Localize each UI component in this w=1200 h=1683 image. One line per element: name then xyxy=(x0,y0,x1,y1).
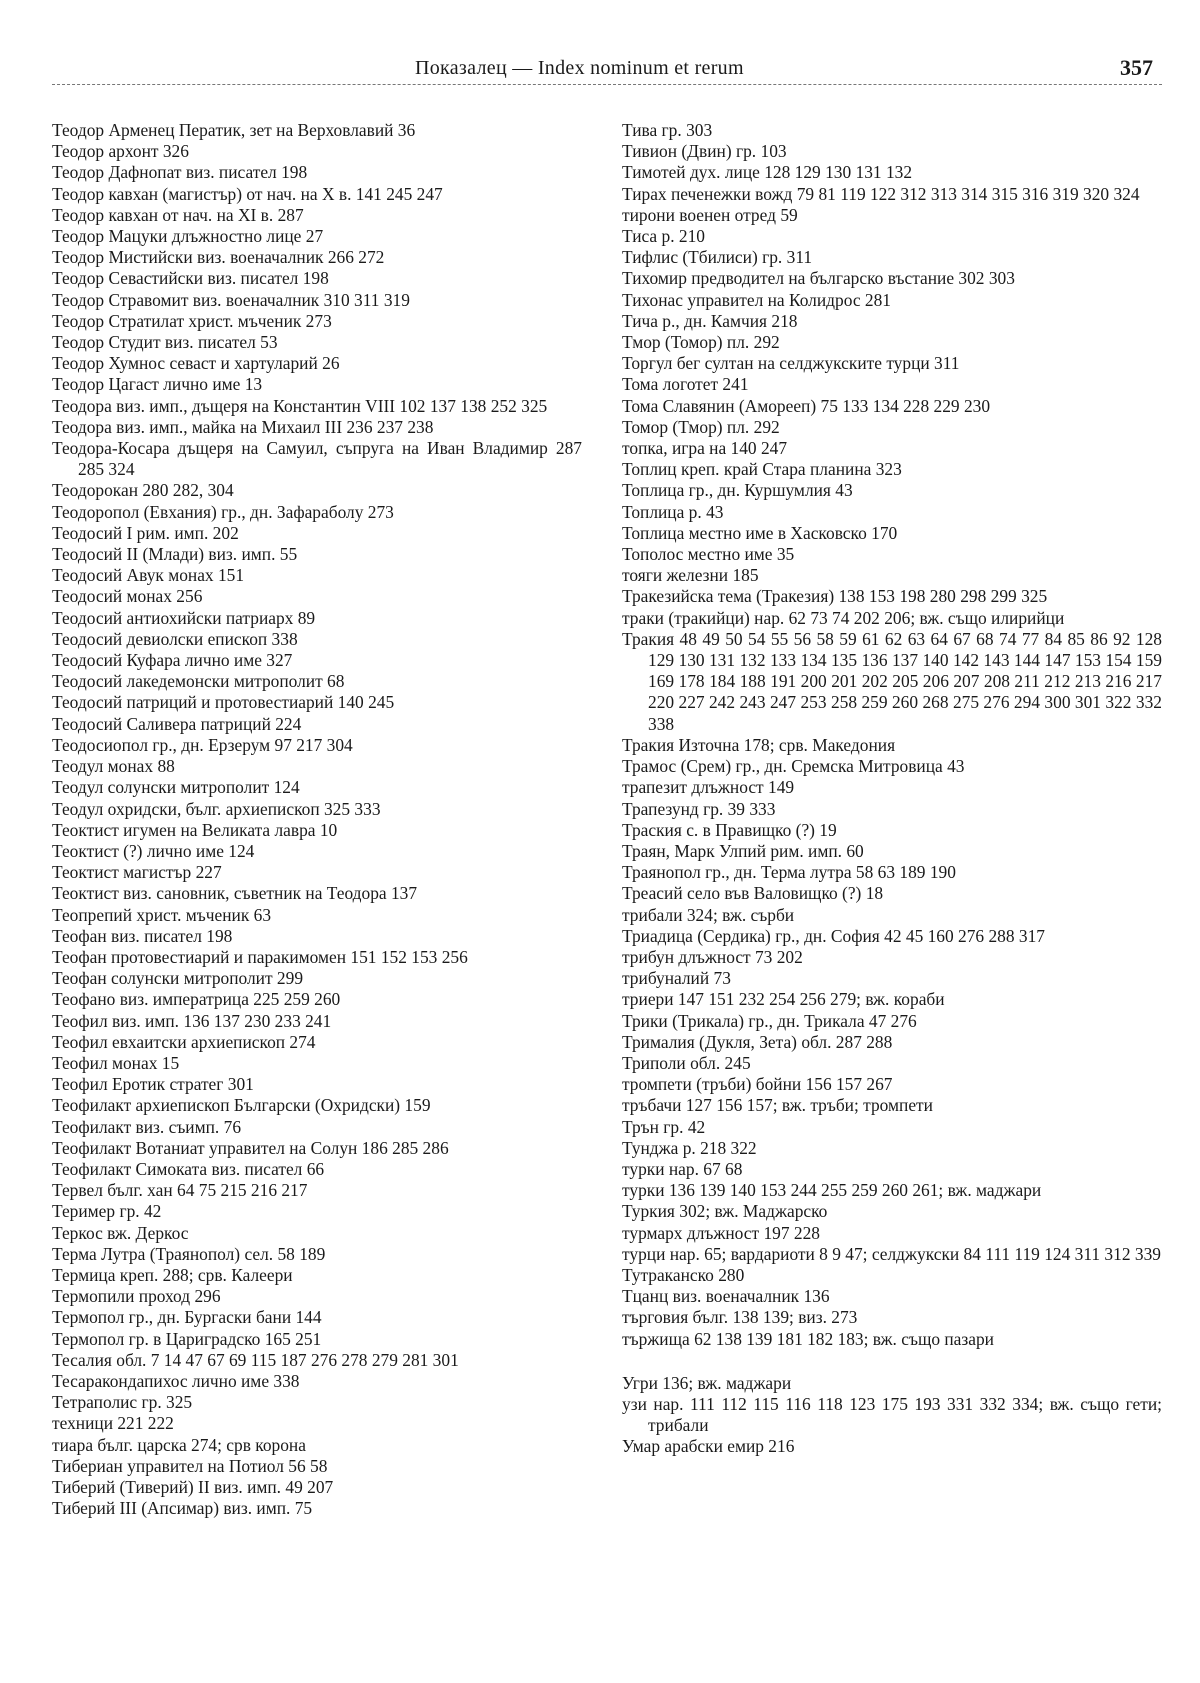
index-entry: Тива гр. 303 xyxy=(622,120,713,140)
index-entry: Триполи обл. 245 xyxy=(622,1052,751,1073)
index-entry: Теофил евхаитски архиепископ 274 xyxy=(52,1031,316,1052)
index-entry: Туркия 302; вж. Маджарско xyxy=(622,1201,828,1222)
index-entry: Тибериан управител на Потиол 56 58 xyxy=(52,1455,328,1476)
index-entry: Теодор Мацуки длъжностно лице 27 xyxy=(52,226,324,247)
index-entry: Умар арабски емир 216 xyxy=(622,1436,795,1457)
index-entry: Теодосий антиохийски патриарх 89 xyxy=(52,607,316,628)
index-entry: Теодоропол (Евхания) гр., дн. Зафараболу 273 xyxy=(52,501,394,522)
index-entry: Теоктист виз. сановник, съветник на Теодора 137 xyxy=(52,883,418,904)
index-entry: Термопол гр., дн. Бургаски бани 144 xyxy=(52,1307,322,1328)
index-entry: Угри 136; вж. маджари xyxy=(622,1372,792,1393)
index-entry: Термица креп. 288; срв. Калеери xyxy=(52,1264,293,1285)
index-entry: Теодосий монах 256 xyxy=(52,586,203,607)
index-entry: Термопили проход 296 xyxy=(52,1286,221,1307)
index-entry: тръбачи 127 156 157; вж. тръби; тромпети xyxy=(622,1095,933,1116)
index-entry: Теодосий девиолски епископ 338 xyxy=(52,628,298,649)
index-entry: Тополос местно име 35 xyxy=(622,544,795,565)
index-entry: Теодор Арменец Перaтик, зет на Верховлавий 36 xyxy=(52,120,416,140)
index-entry: Тирах печенежки вожд 79 81 119 122 312 313 314 315 316 319 320 324 xyxy=(622,183,1140,204)
index-entry: Теодор Стратилат христ. мъченик 273 xyxy=(52,310,332,331)
index-column-left xyxy=(52,120,582,1519)
index-entry: тирони военен отред 59 xyxy=(622,204,798,225)
index-entry: Теодосий II (Млади) виз. имп. 55 xyxy=(52,544,298,565)
index-entry: Тиберий (Тиверий) II виз. имп. 49 207 xyxy=(52,1477,334,1497)
index-entry: Теофилакт виз. съимп. 76 xyxy=(52,1116,242,1137)
index-entry: Теофил виз. имп. 136 137 230 233 241 xyxy=(52,1010,332,1031)
index-entry: Теодосий лакедемонски митрополит 68 xyxy=(52,671,345,692)
index-entry: тояги железни 185 xyxy=(622,565,759,586)
page-number: 357 xyxy=(1120,55,1153,80)
index-entry: Тутраканско 280 xyxy=(622,1264,745,1285)
index-entry: Тесаракондапихос лично име 338 xyxy=(52,1370,300,1391)
index-entry: Тракия 48 49 50 54 55 56 58 59 61 62 63 64 67 68 74 77 84 85 86 92 128 129 130 131 132 133 134 135 136 137 140 142 143 144 147 153 154 159 169 178 184 188 191 200 201 202 205 206 207 208 211 212 213 216 217 220 227 242 243 247 253 258 259 260 268 275 276 294 300 301 322 332 338 xyxy=(622,628,1162,734)
index-entry: Треасий село във Валовищко (?) 18 xyxy=(622,883,884,904)
index-entry: Топлица гр., дн. Куршумлия 43 xyxy=(622,480,853,501)
index-entry: Тихомир предводител на българско въстание 302 303 xyxy=(622,268,1015,289)
index-entry: Триадица (Сердика) гр., дн. София 42 45 160 276 288 317 xyxy=(622,925,1045,946)
index-entry: Теодосий Авук монах 151 xyxy=(52,565,245,586)
index-entry: техници 221 222 xyxy=(52,1413,174,1434)
index-entry: турки 136 139 140 153 244 255 259 260 261; вж. маджари xyxy=(622,1180,1042,1201)
index-entry: Топлица местно име в Хасковско 170 xyxy=(622,522,898,543)
index-entry: Траян, Марк Улпий рим. имп. 60 xyxy=(622,840,864,861)
index-entry: Теодорокан 280 282, 304 xyxy=(52,480,234,501)
index-entry: Тесалия обл. 7 14 47 67 69 115 187 276 278 279 281 301 xyxy=(52,1349,459,1370)
index-entry: Теодосий Саливера патриций 224 xyxy=(52,713,302,734)
index-entry: Торгул бег султан на селджукските турци 311 xyxy=(622,353,960,374)
index-entry: Тивион (Двин) гр. 103 xyxy=(622,141,787,162)
index-entry: тържища 62 138 139 181 182 183; вж. също пазари xyxy=(622,1328,994,1349)
index-entry: Тича р., дн. Камчия 218 xyxy=(622,310,798,331)
index-entry: Тервел бълг. хан 64 75 215 216 217 xyxy=(52,1180,308,1201)
index-entry: Трамос (Срем) гр., дн. Сремска Митровица 43 xyxy=(622,756,965,777)
index-entry: Тимотей дух. лице 128 129 130 131 132 xyxy=(622,162,913,183)
index-entry: Теодосиопол гр., дн. Ерзерум 97 217 304 xyxy=(52,734,353,755)
index-entry: Теофил Еротик стратег 301 xyxy=(52,1074,254,1095)
index-entry: Теодор Цагаст лично име 13 xyxy=(52,374,263,395)
index-entry: Теодор Севастийски виз. писател 198 xyxy=(52,268,329,289)
index-entry: Теодосий патриций и протовестиарий 140 245 xyxy=(52,692,395,713)
index-entry: Теодор Студит виз. писател 53 xyxy=(52,332,278,353)
index-entry: Теодул солунски митрополит 124 xyxy=(52,777,300,798)
index-entry: Теофил монах 15 xyxy=(52,1052,180,1073)
index-entry: Тунджа р. 218 322 xyxy=(622,1137,757,1158)
index-entry: Теопрепий христ. мъченик 63 xyxy=(52,904,272,925)
running-header xyxy=(0,55,1200,85)
index-entry: триери 147 151 232 254 256 279; вж. кораби xyxy=(622,989,945,1010)
index-entry: Траския с. в Правищко (?) 19 xyxy=(622,819,837,840)
index-entry: Тихонас управител на Колидрос 281 xyxy=(622,289,891,310)
index-entry: Теодор кавхан от нач. на XI в. 287 xyxy=(52,204,304,225)
index-entry: Теофан солунски митрополит 299 xyxy=(52,968,304,989)
index-entry: Теодул охридски, бълг. архиепископ 325 333 xyxy=(52,798,381,819)
index-entry: Теофано виз. императрица 225 259 260 xyxy=(52,989,341,1010)
index-entry: Теофан виз. писател 198 xyxy=(52,925,233,946)
index-entry: Теодосий I рим. имп. 202 xyxy=(52,522,239,543)
index-entry: узи нар. 111 112 115 116 118 123 175 193 331 332 334; вж. също гети; трибали xyxy=(622,1393,1162,1436)
index-entry: Трапезунд гр. 39 333 xyxy=(622,798,776,819)
index-entry: Теодор Мистийски виз. военачалник 266 272 xyxy=(52,247,385,268)
index-entry: Теофилакт архиепископ Български (Охридски) 159 xyxy=(52,1095,431,1116)
index-entry: Тцанц виз. военачалник 136 xyxy=(622,1286,830,1307)
index-entry: Тракия Източна 178; срв. Македония xyxy=(622,734,896,755)
index-entry: трибуналий 73 xyxy=(622,968,731,989)
index-entry: Тома Славянин (Аморееп) 75 133 134 228 229 230 xyxy=(622,395,991,416)
index-entry: Теодора виз. имп., майка на Михаил III 236 237 238 xyxy=(52,416,434,437)
index-entry: Теоктист (?) лично име 124 xyxy=(52,840,255,861)
index-entry: Тетраполис гр. 325 xyxy=(52,1392,193,1413)
index-entry: Теример гр. 42 xyxy=(52,1201,162,1222)
index-entry: турци нар. 65; вардариоти 8 9 47; селджукски 84 111 119 124 311 312 339 xyxy=(622,1243,1161,1264)
index-entry: Топлиц креп. край Стара планина 323 xyxy=(622,459,902,480)
index-entry: Теофан протовестиарий и паракимомен 151 152 153 256 xyxy=(52,946,468,967)
index-entry: Теоктист магистър 227 xyxy=(52,862,222,883)
index-entry: Теодор кавхан (магистър) от нач. на X в. 141 245 247 xyxy=(52,183,443,204)
index-entry: Теодора-Косара дъщеря на Самуил, съпруга на Иван Владимир 287 285 324 xyxy=(52,438,582,480)
index-entry: Теодора виз. имп., дъщеря на Константин VIII 102 137 138 252 325 xyxy=(52,395,548,416)
index-entry: трибун длъжност 73 202 xyxy=(622,946,803,967)
index-entry: Топлица р. 43 xyxy=(622,501,724,522)
index-entry: трапезит длъжност 149 xyxy=(622,777,795,798)
index-entry: търговия бълг. 138 139; виз. 273 xyxy=(622,1307,858,1328)
index-entry: трибали 324; вж. сърби xyxy=(622,904,795,925)
index-entry: траки (тракийци) нар. 62 73 74 202 206; вж. също илирийци xyxy=(622,607,1065,628)
index-entry: Тифлис (Тбилиси) гр. 311 xyxy=(622,247,813,268)
index-entry: Теодор Дафнопат виз. писател 198 xyxy=(52,162,308,183)
letter-section-gap xyxy=(622,1350,1162,1373)
index-entry: Терма Лутра (Траянопол) сел. 58 189 xyxy=(52,1243,326,1264)
index-entry: Трималия (Дукля, Зета) обл. 287 288 xyxy=(622,1031,893,1052)
index-entry: Теодор Стравомит виз. военачалник 310 311 319 xyxy=(52,289,410,310)
index-entry: Тома логотет 241 xyxy=(622,374,749,395)
index-entry: Теофилакт Симоката виз. писател 66 xyxy=(52,1158,325,1179)
index-entry: Трики (Трикала) гр., дн. Трикала 47 276 xyxy=(622,1010,917,1031)
index-entry: турмарх длъжност 197 228 xyxy=(622,1222,820,1243)
index-entry: Теодор архонт 326 xyxy=(52,141,189,162)
index-entry: Теофилакт Вотаниат управител на Солун 186 285 286 xyxy=(52,1137,449,1158)
header-rule xyxy=(52,84,1162,85)
index-entry: Трън гр. 42 xyxy=(622,1116,706,1137)
index-entry: Теркос вж. Деркос xyxy=(52,1222,189,1243)
index-entry: Термопол гр. в Цариградско 165 251 xyxy=(52,1328,322,1349)
index-entry: тиара бълг. царска 274; срв корона xyxy=(52,1434,306,1455)
index-entry: Теодор Хумнос севаст и хартуларий 26 xyxy=(52,353,340,374)
index-entry: Теодосий Куфара лично име 327 xyxy=(52,650,293,671)
index-entry: Томор (Тмор) пл. 292 xyxy=(622,416,780,437)
index-entry: Траянопол гр., дн. Терма лутра 58 63 189 190 xyxy=(622,862,956,883)
index-entry: турки нар. 67 68 xyxy=(622,1158,743,1179)
index-entry: топка, игра на 140 247 xyxy=(622,438,788,459)
index-entry: тромпети (тръби) бойни 156 157 267 xyxy=(622,1074,893,1095)
index-entry: Тракезийска тема (Тракезия) 138 153 198 280 298 299 325 xyxy=(622,586,1048,607)
index-entry: Тмор (Томор) пл. 292 xyxy=(622,332,780,353)
running-title: Показалец — Index nominum et rerum xyxy=(415,57,744,79)
index-entry: Тиберий III (Апсимар) виз. имп. 75 xyxy=(52,1498,313,1519)
index-column-right xyxy=(622,120,1162,1458)
index-entry: Теоктист игумен на Великата лавра 10 xyxy=(52,819,338,840)
index-entry: Тиса р. 210 xyxy=(622,226,705,247)
index-entry: Теодул монах 88 xyxy=(52,756,175,777)
